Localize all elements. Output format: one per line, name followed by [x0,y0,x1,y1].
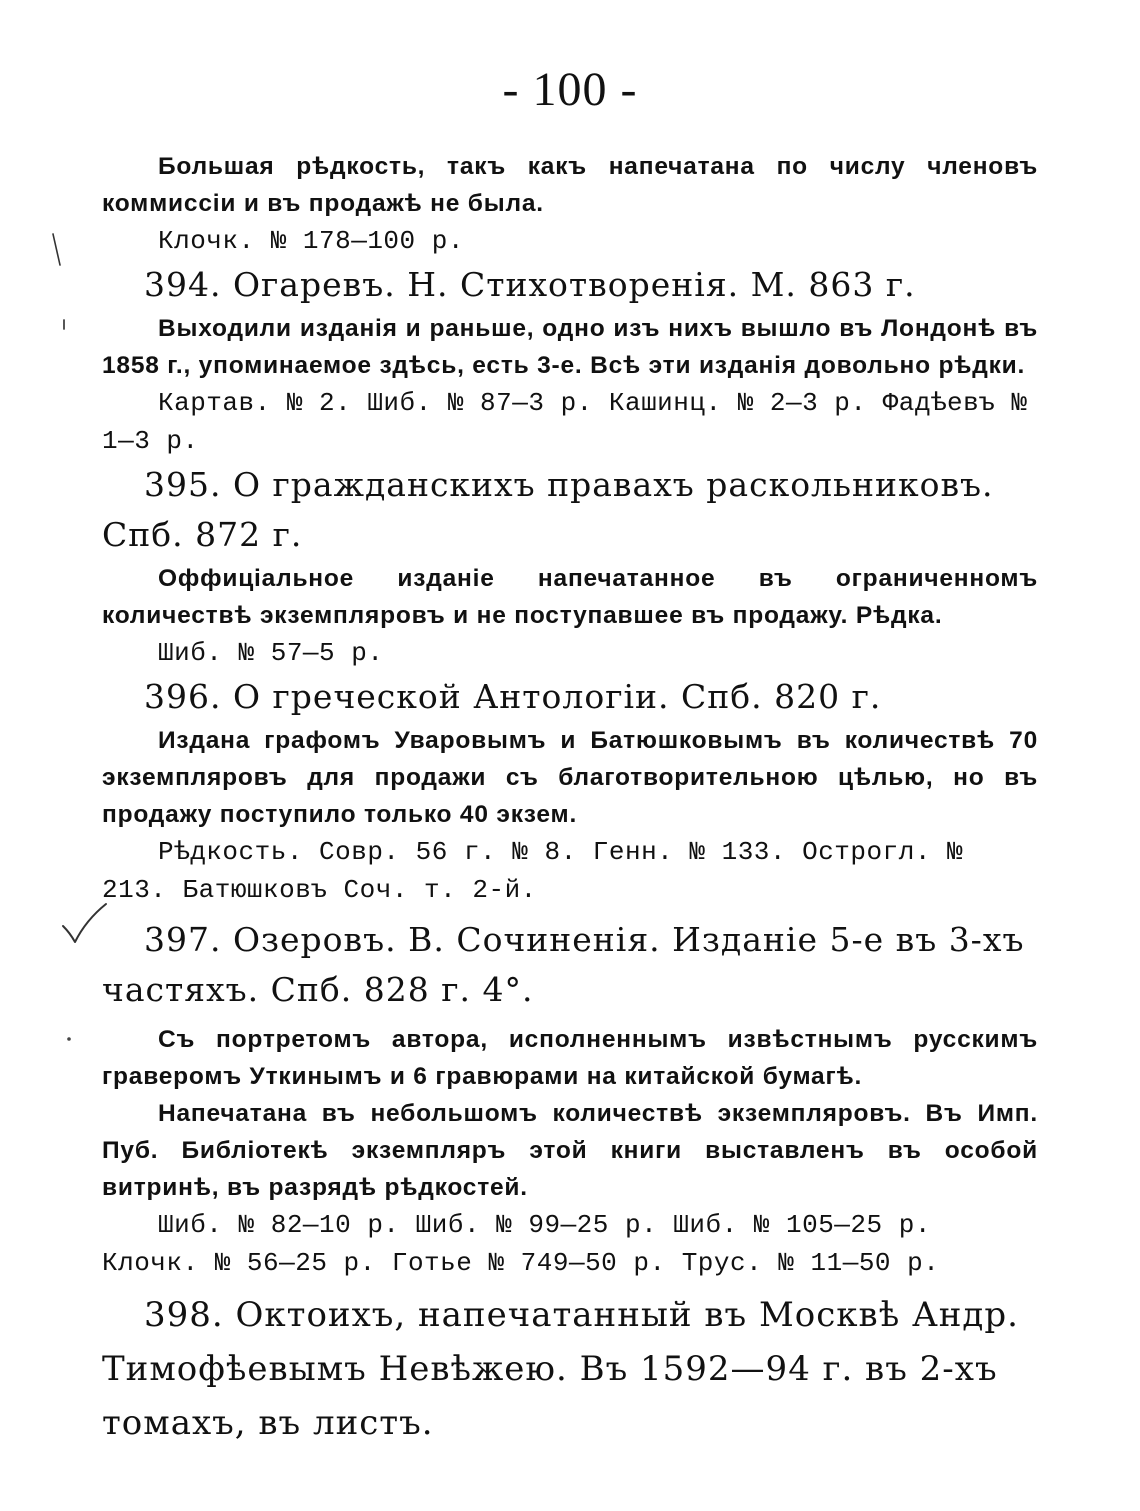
margin-dot-mark-icon [60,318,68,332]
entry-note: Оффиціальное изданіе напечатанное въ ограниченномъ количествѣ экземпляровъ и не поступавшее въ продажу. Рѣдка. [102,565,1038,629]
entry-references: Картав. № 2. Шиб. № 87—3 р. Кашинц. № 2—3 р. Фадѣевъ № 1—3 р. [102,388,1028,456]
entry-title-394: 394. Огаревъ. Н. Стихотворенія. М. 863 г. [144,265,916,304]
entry-note: Издана графомъ Уваровымъ и Батюшковымъ въ количествѣ 70 экземпляровъ для продажи съ благотворительною цѣлью, но въ продажу поступило только 40 экзем. [102,727,1038,828]
page-number: - 100 - [502,63,638,116]
margin-tick-mark-icon [50,232,64,268]
entry-note: Большая рѣдкость, такъ какъ напечатана по числу членовъ коммиссіи и въ продажѣ не была. [102,153,1038,217]
entry-note: Съ портретомъ автора, исполненнымъ извѣстнымъ русскимъ граверомъ Уткинымъ и 6 гравюрами на китайской бумагѣ. [102,1026,1038,1090]
entry-title-395: 395. О гражданскихъ правахъ раскольниковъ. Спб. 872 г. [102,465,994,554]
entry-references: Шиб. № 82—10 р. Шиб. № 99—25 р. Шиб. № 105—25 р. Клочк. № 56—25 р. Готье № 749—50 р. Трус. № 11—50 р. [102,1210,940,1278]
entry-references: Шиб. № 57—5 р. [158,638,384,668]
margin-dot-mark-icon [66,1036,72,1042]
entry-references: Рѣдкость. Совр. 56 г. № 8. Генн. № 133. Острогл. № 213. Батюшковъ Соч. т. 2-й. [102,837,964,905]
page-content [102,148,1038,1450]
entry-note: Напечатана въ небольшомъ количествѣ экземпляровъ. Въ Имп. Пуб. Библіотекѣ экземпляръ этой книги выставленъ въ особой витринѣ, въ разрядѣ рѣдкостей. [102,1100,1038,1201]
entry-references: Клочк. № 178—100 р. [158,226,464,256]
margin-checkmark-icon [60,900,108,946]
entry-note: Выходили изданія и раньше, одно изъ нихъ вышло въ Лондонѣ въ 1858 г., упоминаемое здѣсь, есть 3-е. Всѣ эти изданія довольно рѣдки. [102,315,1038,379]
entry-title-398: 398. Октоихъ, напечатанный въ Москвѣ Андр. Тимофѣевымъ Невѣжею. Въ 1592—94 г. въ 2-хъ томахъ, въ листъ. [102,1295,1019,1443]
entry-title-396: 396. О греческой Антологіи. Спб. 820 г. [144,677,882,716]
entry-title-397: 397. Озеровъ. В. Сочиненія. Изданіе 5-е въ 3-хъ частяхъ. Спб. 828 г. 4°. [102,920,1025,1009]
